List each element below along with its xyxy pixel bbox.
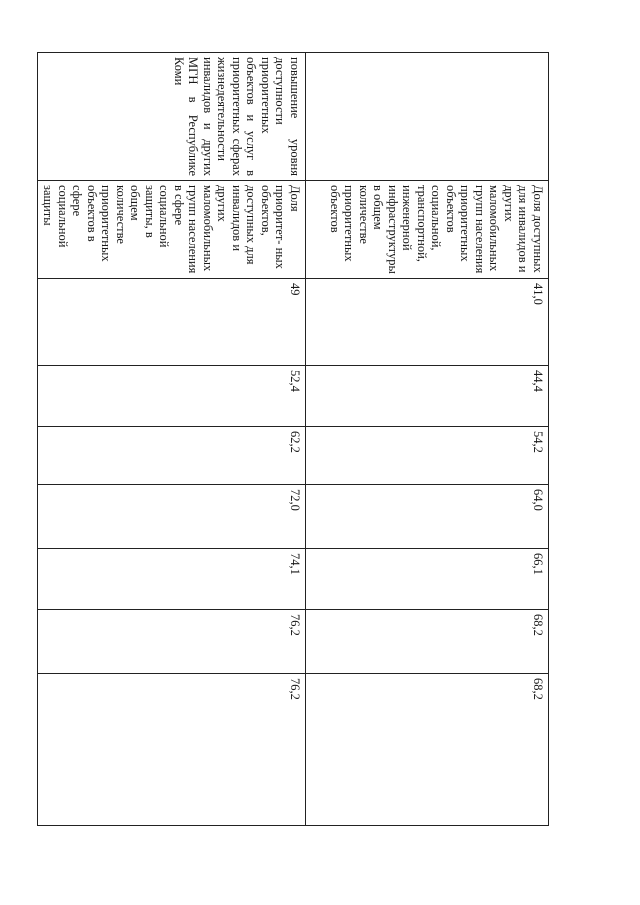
value-cell: 41,0 [306,279,549,366]
value-cell: 52,4 [38,366,306,427]
value-cell: 76,2 [38,610,306,674]
indicator-cell: Доля приоритет- ных объектов, доступных для инвалидов и других маломобильных групп населения в сфере социальной защиты, в общем количестве приоритетных объектов в сфере социальной защиты [38,181,306,279]
value-cell: 68,2 [306,674,549,826]
value-cell: 76,2 [38,674,306,826]
value-cell: 49 [38,279,306,366]
value-cell: 62,2 [38,427,306,485]
goal-cell [306,53,549,181]
value-cell: 66,1 [306,549,549,610]
indicators-table [37,52,549,826]
table-row [306,53,549,826]
goal-cell: повышение уровня доступности приоритетных объектов и услуг в приоритетных сферах жизнедеятельности инвалидов и других МГН в Республике Коми [38,53,306,181]
value-cell: 44,4 [306,366,549,427]
value-cell: 72,0 [38,485,306,549]
indicator-cell: Доля доступных для инвалидов и других маломобильных групп населения приоритетных объектов социальной, транспортной, инженерной инфраструктуры в общем количестве приоритетных объектов [306,181,549,279]
table-row [38,53,306,826]
value-cell: 74,1 [38,549,306,610]
rotated-page [41,52,549,825]
value-cell: 68,2 [306,610,549,674]
value-cell: 64,0 [306,485,549,549]
value-cell: 54,2 [306,427,549,485]
